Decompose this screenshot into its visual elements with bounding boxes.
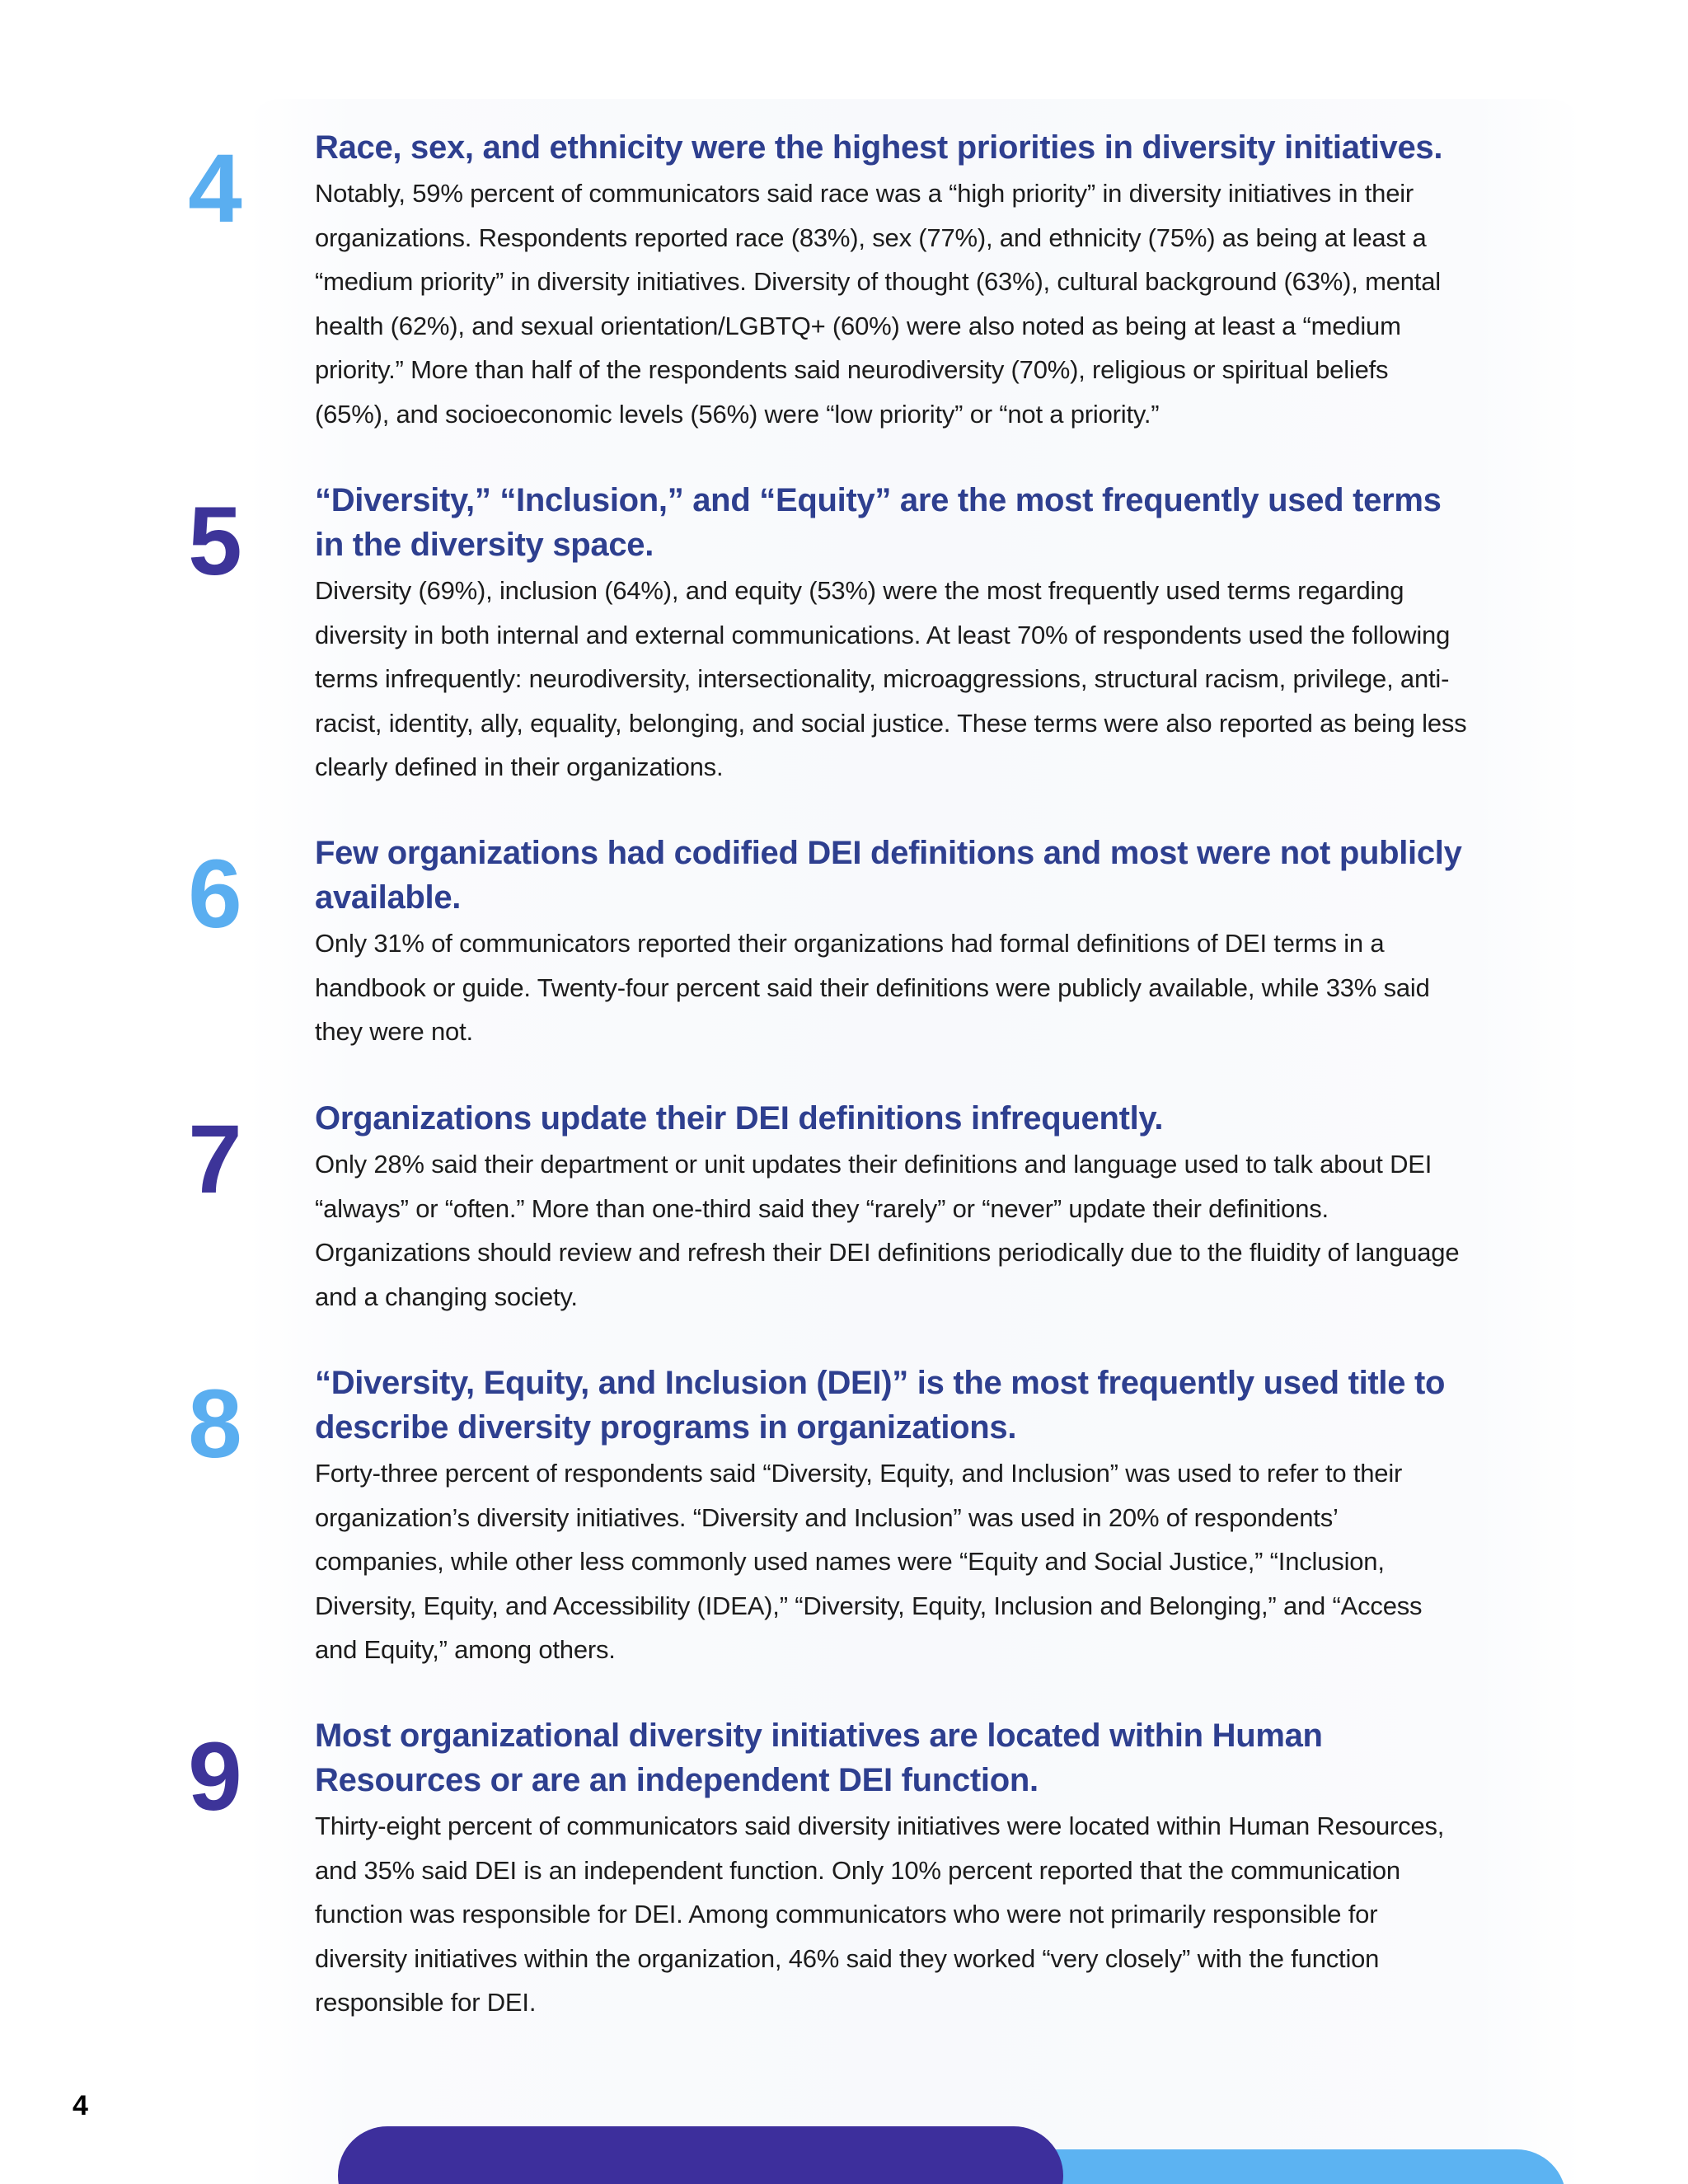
finding-body: Only 28% said their department or unit updates their definitions and language used to talk about DEI “always” or “often.” More than one-third said they “rarely” or “never” update their definitions. Organizations should review and refresh their DEI definitions periodically due to the fluidity of language and a changing society.	[315, 1150, 1460, 1311]
finding-body: Forty-three percent of respondents said “Diversity, Equity, and Inclusion” was used to refer to their organization’s diversity initiatives. “Diversity and Inclusion” was used in 20% of respondents’ companies, while other less commonly used names were “Equity and Social Justice,” “Inclusion, Diversity, Equity, and Accessibility (IDEA),” “Diversity, Equity, Inclusion and Belonging,” and “Access and Equity,” among others.	[315, 1459, 1423, 1665]
finding-number: 5	[188, 487, 241, 596]
finding-heading: Organizations update their DEI definitions infrequently.	[315, 1100, 1164, 1137]
finding-content	[315, 831, 1469, 1054]
finding-heading: Few organizations had codified DEI definitions and most were not publicly available.	[315, 835, 1462, 916]
finding-heading: “Diversity, Equity, and Inclusion (DEI)” is the most frequently used title to describe diversity programs in organizations.	[315, 1365, 1446, 1446]
finding-body: Diversity (69%), inclusion (64%), and equity (53%) were the most frequently used terms regarding diversity in both internal and external communications. At least 70% of respondents used the following terms infrequently: neurodiversity, intersectionality, microaggressions, structural racism, privilege, anti-racist, identity, ally, equality, belonging, and social justice. These terms were also reported as being less clearly defined in their organizations.	[315, 576, 1467, 782]
finding-number: 8	[188, 1370, 241, 1479]
finding-body: Thirty-eight percent of communicators said diversity initiatives were located within Human Resources, and 35% said DEI is an independent function. Only 10% percent reported that the communication function was responsible for DEI. Among communicators who were not primarily responsible for diversity initiatives within the organization, 46% said they worked “very closely” with the function responsible for DEI.	[315, 1811, 1445, 2018]
finding-number: 9	[188, 1722, 241, 1831]
finding-heading: “Diversity,” “Inclusion,” and “Equity” are the most frequently used terms in the diversity space.	[315, 482, 1442, 563]
finding-heading: Most organizational diversity initiatives are located within Human Resources or are an independent DEI function.	[315, 1718, 1323, 1798]
finding-number: 4	[188, 134, 241, 243]
finding-content	[315, 1361, 1469, 1672]
finding-heading: Race, sex, and ethnicity were the highest priorities in diversity initiatives.	[315, 129, 1443, 166]
footer-accent-bar-light	[989, 2149, 1566, 2184]
finding-body: Only 31% of communicators reported their organizations had formal definitions of DEI terms in a handbook or guide. Twenty-four percent said their definitions were publicly available, while 33% said they were not.	[315, 929, 1430, 1047]
page-number: 4	[73, 2090, 88, 2121]
finding-number: 6	[188, 840, 241, 949]
finding-number: 7	[188, 1105, 241, 1214]
footer-accent-bar-dark	[338, 2126, 1063, 2184]
finding-content	[315, 1713, 1469, 2025]
finding-content	[315, 1096, 1469, 1319]
finding-content	[315, 478, 1469, 790]
finding-content	[315, 125, 1469, 437]
finding-body: Notably, 59% percent of communicators said race was a “high priority” in diversity initiatives in their organizations. Respondents reported race (83%), sex (77%), and ethnicity (75%) as being at least a “medium priority” in diversity initiatives. Diversity of thought (63%), cultural background (63%), mental health (62%), and sexual orientation/LGBTQ+ (60%) were also noted as being at least a “medium priority.” More than half of the respondents said neurodiversity (70%), religious or spiritual beliefs (65%), and socioeconomic levels (56%) were “low priority” or “not a priority.”	[315, 179, 1441, 429]
